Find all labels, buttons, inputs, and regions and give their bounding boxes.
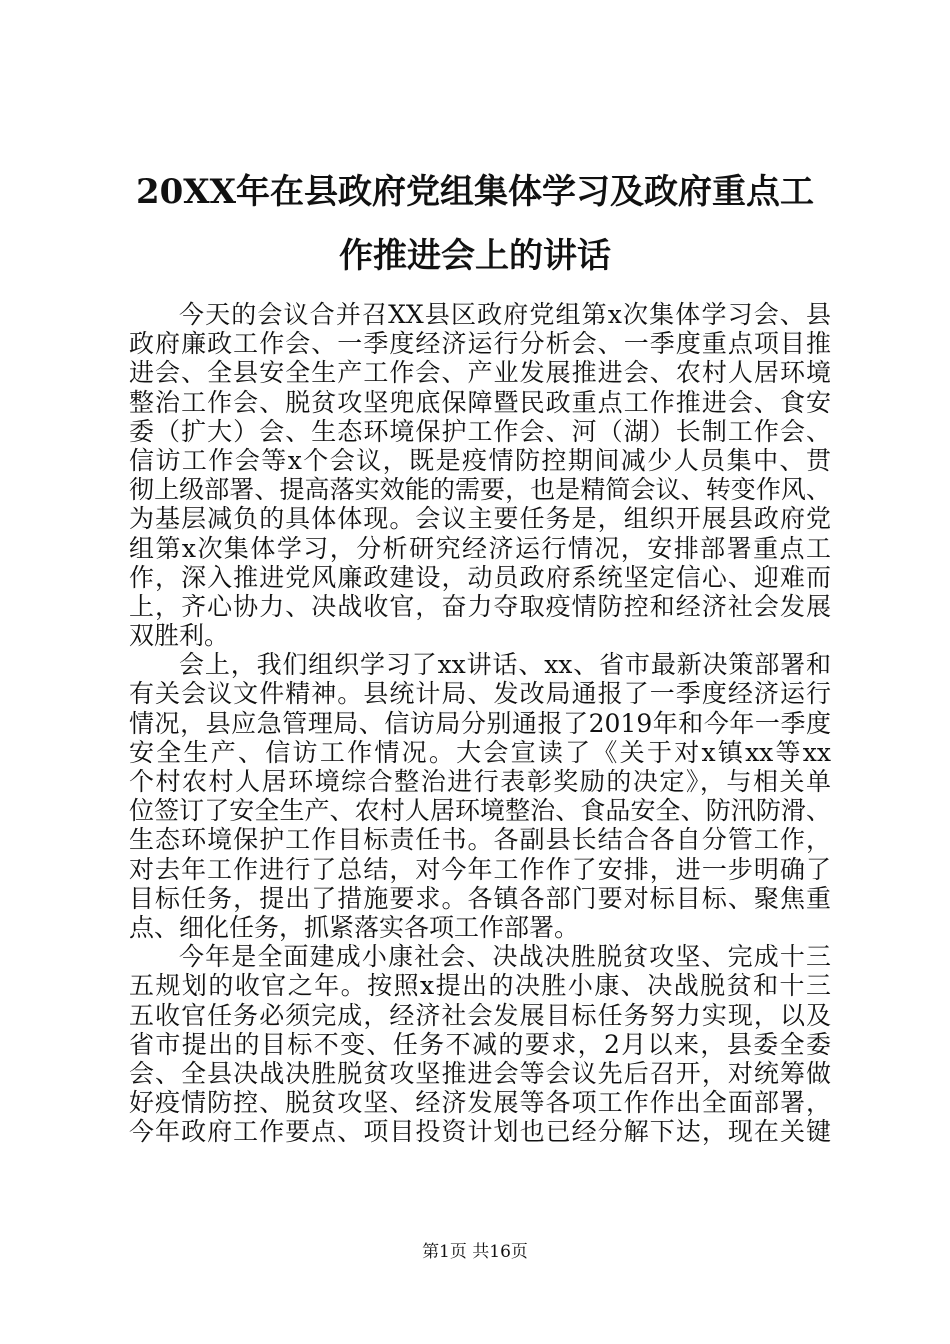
document-title: [60, 160, 890, 288]
paragraph-line: 五收官任务必须完成，经济社会发展目标任务努力实现，以及: [129, 1000, 831, 1030]
paragraph-line: 会上，我们组织学习了xx讲话、xx、省市最新决策部署和: [179, 650, 831, 680]
paragraph-1: [129, 300, 831, 650]
paragraph-line: 个村农村人居环境综合整治进行表彰奖励的决定》，与相关单: [129, 767, 831, 796]
paragraph-line: 进会、全县安全生产工作会、产业发展推进会、农村人居环境: [129, 358, 831, 388]
page-number: 第1页 共16页: [422, 1242, 528, 1262]
paragraph-line: 组第x次集体学习，分析研究经济运行情况，安排部署重点工: [129, 533, 831, 563]
paragraph-line: 安全生产、信访工作情况。大会宣读了《关于对x镇xx等xx: [129, 737, 831, 767]
paragraph-line: 点、细化任务，抓紧落实各项工作部署。: [129, 912, 580, 942]
paragraph-line: 彻上级部署、提高落实效能的需要，也是精简会议、转变作风、: [129, 475, 831, 505]
paragraph-line: 省市提出的目标不变、任务不减的要求，2月以来，县委全委: [129, 1029, 831, 1059]
page-footer: [0, 1240, 950, 1264]
paragraph-line: 信访工作会等x个会议，既是疫情防控期间减少人员集中、贯: [129, 445, 831, 475]
paragraph-line: 整治工作会、脱贫攻坚兜底保障暨民政重点工作推进会、食安: [129, 387, 831, 417]
paragraph-line: 作，深入推进党风廉政建设，动员政府系统坚定信心、迎难而: [129, 562, 831, 592]
paragraph-line: 生态环境保护工作目标责任书。各副县长结合各自分管工作，: [129, 825, 831, 855]
paragraph-line: 目标任务，提出了措施要求。各镇各部门要对标目标、聚焦重: [129, 883, 831, 913]
paragraph-line: 好疫情防控、脱贫攻坚、经济发展等各项工作作出全面部署，: [129, 1088, 831, 1118]
paragraph-2: [129, 650, 831, 942]
paragraph-line: 今年是全面建成小康社会、决战决胜脱贫攻坚、完成十三: [179, 942, 831, 972]
paragraph-line: 委（扩大）会、生态环境保护工作会、河（湖）长制工作会、: [129, 416, 831, 446]
paragraph-line: 五规划的收官之年。按照x提出的决胜小康、决战脱贫和十三: [129, 971, 831, 1001]
paragraph-line: 今天的会议合并召XX县区政府党组第x次集体学习会、县: [179, 300, 831, 329]
paragraph-line: 政府廉政工作会、一季度经济运行分析会、一季度重点项目推: [129, 329, 831, 359]
paragraph-line: 会、全县决战决胜脱贫攻坚推进会等会议先后召开，对统筹做: [129, 1058, 831, 1088]
document-body: [129, 300, 831, 1146]
paragraph-line: 情况，县应急管理局、信访局分别通报了2019年和今年一季度: [129, 708, 831, 738]
paragraph-line: 位签订了安全生产、农村人居环境整治、食品安全、防汛防滑、: [129, 796, 831, 826]
paragraph-line: 对去年工作进行了总结，对今年工作作了安排，进一步明确了: [129, 854, 831, 884]
paragraph-line: 有关会议文件精神。县统计局、发改局通报了一季度经济运行: [129, 679, 831, 709]
paragraph-line: 为基层减负的具体体现。会议主要任务是，组织开展县政府党: [129, 504, 831, 534]
paragraph-3: [129, 942, 831, 1146]
paragraph-line: 双胜利。: [129, 621, 230, 651]
title-line: 20XX年在县政府党组集体学习及政府重点工: [135, 172, 815, 212]
paragraph-line: 今年政府工作要点、项目投资计划也已经分解下达，现在关键: [129, 1117, 831, 1147]
paragraph-line: 上，齐心协力、决战收官，奋力夺取疫情防控和经济社会发展: [129, 591, 831, 621]
title-line: 作推进会上的讲话: [339, 236, 611, 276]
